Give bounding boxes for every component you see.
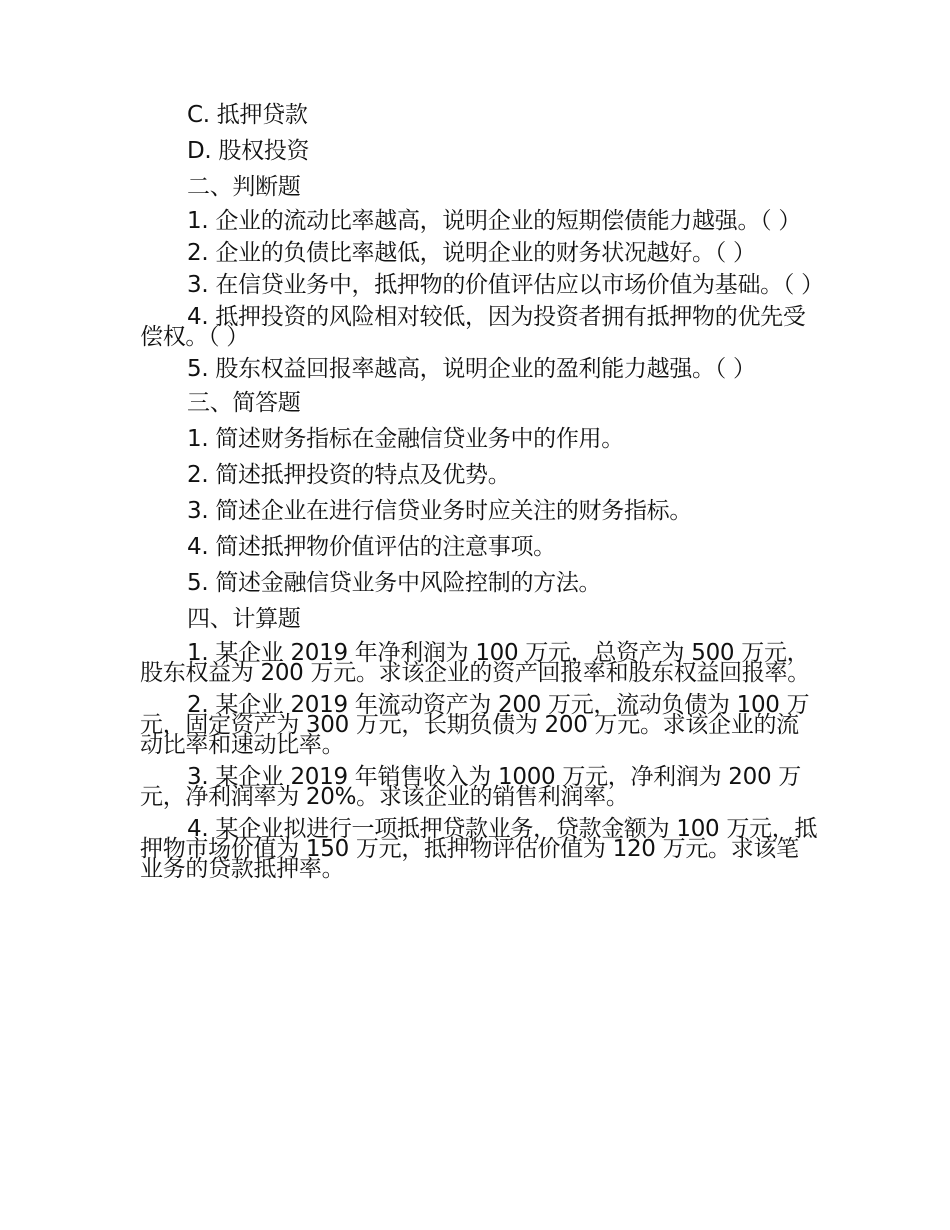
short-answer-question-2: 2. 简述抵押投资的特点及优势。 [187,462,511,488]
option-d: D. 股权投资 [187,138,310,164]
true-false-question-5: 5. 股东权益回报率越高，说明企业的盈利能力越强。（ ） [187,356,756,382]
calculation-question-2: 2. 某企业 2019 年流动资产为 200 万元，流动负债为 100 万元，固定资产为 300 万元，长期负债为 200 万元。求该企业的流动比率和速动比率。 [140,692,810,758]
short-answer-question-5: 5. 简述金融信贷业务中风险控制的方法。 [187,570,602,596]
short-answer-question-4: 4. 简述抵押物价值评估的注意事项。 [187,534,556,560]
section-heading-short-answer: 三、简答题 [187,390,301,416]
short-answer-question-1: 1. 简述财务指标在金融信贷业务中的作用。 [187,426,624,452]
true-false-question-1: 1. 企业的流动比率越高，说明企业的短期偿债能力越强。（ ） [187,208,802,234]
calculation-question-4: 4. 某企业拟进行一项抵押贷款业务，贷款金额为 100 万元，抵押物市场价值为 150 万元，抵押物评估价值为 120 万元。求该笔业务的贷款抵押率。 [140,816,818,882]
true-false-question-2: 2. 企业的负债比率越低，说明企业的财务状况越好。（ ） [187,240,756,266]
document-body [140,102,824,891]
true-false-question-3: 3. 在信贷业务中，抵押物的价值评估应以市场价值为基础。（ ） [187,272,824,298]
true-false-question-4: 4. 抵押投资的风险相对较低，因为投资者拥有抵押物的优先受偿权。（ ） [140,304,806,350]
option-c: C. 抵押贷款 [187,102,308,128]
section-heading-true-false: 二、判断题 [187,174,301,200]
short-answer-question-3: 3. 简述企业在进行信贷业务时应关注的财务指标。 [187,498,693,524]
calculation-question-3: 3. 某企业 2019 年销售收入为 1000 万元，净利润为 200 万元，净利润率为 20%。求该企业的销售利润率。 [140,764,801,810]
calculation-question-1: 1. 某企业 2019 年净利润为 100 万元，总资产为 500 万元，股东权益为 200 万元。求该企业的资产回报率和股东权益回报率。 [140,640,810,686]
section-heading-calculation: 四、计算题 [187,606,301,632]
